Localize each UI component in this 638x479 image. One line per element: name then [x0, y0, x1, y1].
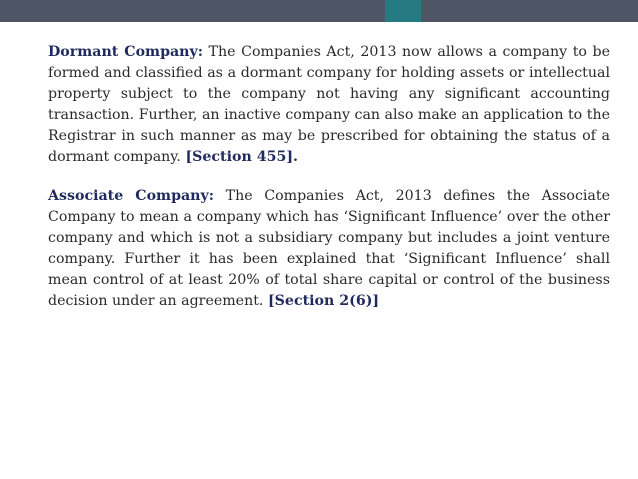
slide-header-bar — [0, 0, 638, 22]
associate-company-term: Associate Company: — [48, 188, 214, 204]
associate-company-section-ref: [Section 2(6)] — [267, 293, 380, 309]
associate-company-body: The Companies Act, 2013 defines the Associate Company to mean a company which has ‘Significant Influence’ over the other company and which is not a subsidiary company but includes a joint venture company. Further it has been explained that ‘Significant Influence’ shall mean control of at least 20% of total share capital or control of the business decision under an agreement. — [48, 188, 610, 309]
associate-company-paragraph — [48, 186, 610, 312]
dormant-company-body: The Companies Act, 2013 now allows a company to be formed and classified as a dormant company for holding assets or intellectual property subject to the company not having any significant accounting transaction. Further, an inactive company can also make an application to the Registrar in such manner as may be prescribed for obtaining the status of a dormant company. — [48, 44, 610, 165]
header-bar-right — [421, 0, 638, 22]
dormant-company-term: Dormant Company: — [48, 44, 203, 60]
dormant-company-section-ref: [Section 455]. — [185, 149, 298, 165]
dormant-company-paragraph — [48, 42, 610, 168]
header-bar-accent — [385, 0, 421, 22]
slide-content — [48, 42, 610, 330]
header-bar-left — [0, 0, 385, 22]
